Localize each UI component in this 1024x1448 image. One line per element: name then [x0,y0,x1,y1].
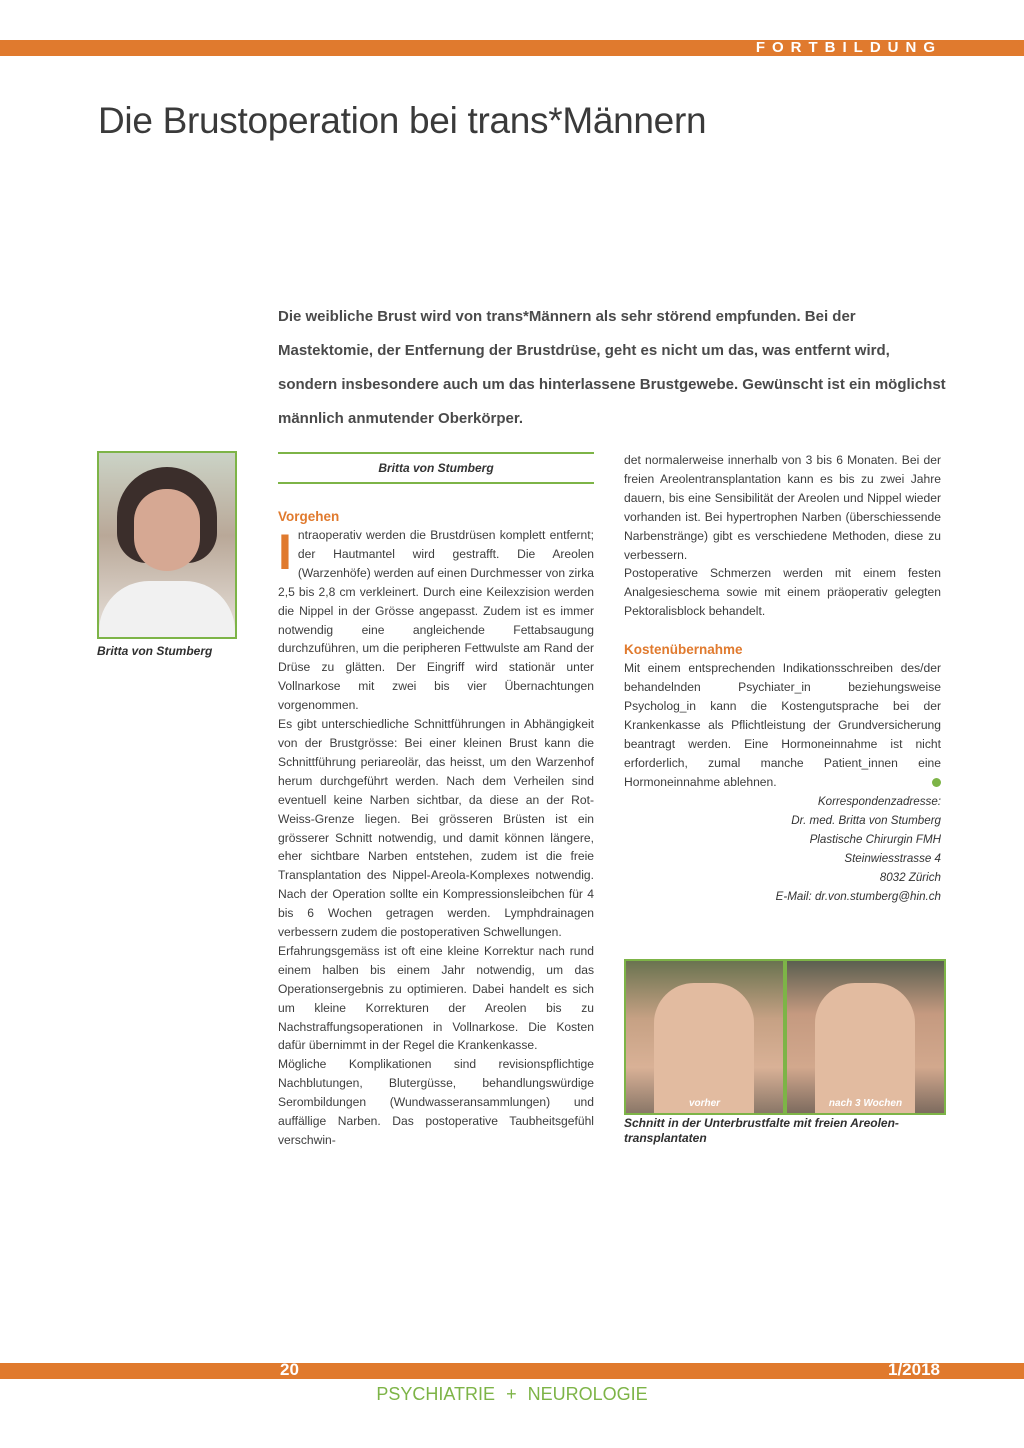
paragraph: Postoperative Schmerzen werden mit einem festen Analgesieschema sowie mit einem präoperativ gelegten Pektoralisblock behandelt. [624,566,941,619]
paragraph: Erfahrungsgemäss ist oft eine kleine Korrektur nach rund einem halben bis einem Jahr notwendig, um das Operationsergebnis zu optimieren. Dabei handelt es sich um kleine Korrekturen der Areolen bis zu Nachstraffungsoperationen in Vollnarkose. Die Kosten dafür übernimmt in der Regel die Krankenkasse. [278,943,594,1053]
author-photo [97,451,237,639]
paragraph: det normalerweise innerhalb von 3 bis 6 Monaten. Bei der freien Areolentransplantation kann es bis zu zwei Jahre dauern, bis eine Sensibilität der Areolen und Nippel wieder vorhanden ist. Bei hypertrophen Narben (überschiessende Narbenstränge) gibt es verschiedene Methoden, diese zu verbessern. [624,453,941,562]
contact-email: E-Mail: dr.von.stumberg@hin.ch [775,890,941,903]
paragraph-text: Mit einem entsprechenden Indikationsschreiben des/der behandelnden Psychiater_in beziehungsweise Psycholog_in kann die Kostengutsprache bei der Krankenkasse als Pflichtleistung der Grundversicherung beantragt werden. Eine Hormoneinnahme ist nicht erforderlich, zumal manche Patient_innen eine Hormoneinnahme ablehnen. [624,661,941,789]
byline-author: Britta von Stumberg [378,461,494,475]
journal-name [0,1383,1024,1405]
after-label: nach 3 Wochen [828,1098,903,1109]
figure-caption: Schnitt in der Unterbrustfalte mit freien Areolen-transplantaten [624,1116,899,1145]
heading-kostenuebernahme: Kostenübernahme [624,642,743,658]
before-after-figure [624,959,946,1115]
author-photo-shirt [99,581,235,639]
author-photo-caption: Britta von Stumberg [97,644,213,658]
paragraph [278,526,594,715]
heading-vorgehen: Vorgehen [278,509,340,524]
footer-bar [0,1363,1024,1379]
before-label: vorher [688,1098,721,1109]
paragraph-text: ntraoperativ werden die Brustdrüsen komplett entfernt; der Hautmantel wird gestrafft. Die Areolen (Warzenhöfe) werden auf einen Durchmesser von zirka 2,5 bis 2,8 cm verkleinert. Durch eine Keilexzision werden die Nippel in der Grösse angepasst. Zudem ist es immer notwendig eine angleichende Fettabsaugung durchzuführen, um die peripheren Fettwulste am Rand der Drüse zu glätten. Der Eingriff wird stationär unter Vollnarkose mit zwei bis vier Übernachtungen vorgenommen. [278,528,594,713]
article-lead: Die weibliche Brust wird von trans*Männern als sehr störend empfunden. Bei der Mastektomie, der Entfernung der Brustdrüse, geht es nicht um das, was entfernt wird, sondern insbesondere auch um das hinterlassene Brustgewebe. Gewünscht ist ein möglichst männlich anmutender Oberkörper. [278,308,946,427]
byline [278,452,594,484]
before-image [626,961,783,1113]
contact-street: Steinwiesstrasse 4 [844,852,941,865]
paragraph [624,659,941,791]
article-title: Die Brustoperation bei trans*Männern [98,100,707,141]
drop-cap: I [278,524,292,580]
contact-name: Dr. med. Britta von Stumberg [791,814,941,827]
torso-shape [815,983,915,1113]
page-number: 20 [280,1360,299,1379]
author-photo-face [134,489,200,571]
contact-role: Plastische Chirurgin FMH [809,833,941,846]
column-2 [624,451,941,792]
contact-city: 8032 Zürich [879,871,941,884]
torso-shape [654,983,754,1113]
journal-name-a: PSYCHIATRIE [376,1384,496,1404]
paragraph: Mögliche Komplikationen sind revisionspflichtige Nachblutungen, Blutergüsse, behandlungswürdige Serombildungen (Wundwasseransammlungen) und auffällige Narben. Das postoperative Taubheitsgefühl verschwin- [278,1057,594,1147]
issue-number: 1/2018 [888,1360,940,1379]
section-label: FORTBILDUNG [755,39,942,56]
paragraph: Es gibt unterschiedliche Schnittführungen in Abhängigkeit von der Brustgrösse: Bei einer kleinen Brust kann die Schnittführung periareolär, das heisst, um den Warzenhof herum durchgeführt werden. Nach dem Verheilen sind eventuell keine Narben sichtbar, da diese an der Rot-Weiss-Grenze liegen. Bei grösseren Brüsten ist ein grösserer Schnitt notwendig, und damit können längere, eher sichtbare Narben entstehen, zudem ist die freie Transplantation des Nippel-Areola-Komplexes notwendig. Nach der Operation sollte ein Kompressionsleibchen für 4 bis 6 Wochen getragen werden. Lymphdrainagen verbessern zudem die postoperativen Schwellungen. [278,717,594,940]
correspondence-address [624,792,941,906]
journal-name-b: NEUROLOGIE [527,1384,648,1404]
column-1 [278,507,594,1150]
contact-label: Korrespondenzadresse: [817,795,941,808]
journal-name-sep: + [506,1384,517,1404]
end-mark-icon [932,778,941,787]
after-image [787,961,944,1113]
